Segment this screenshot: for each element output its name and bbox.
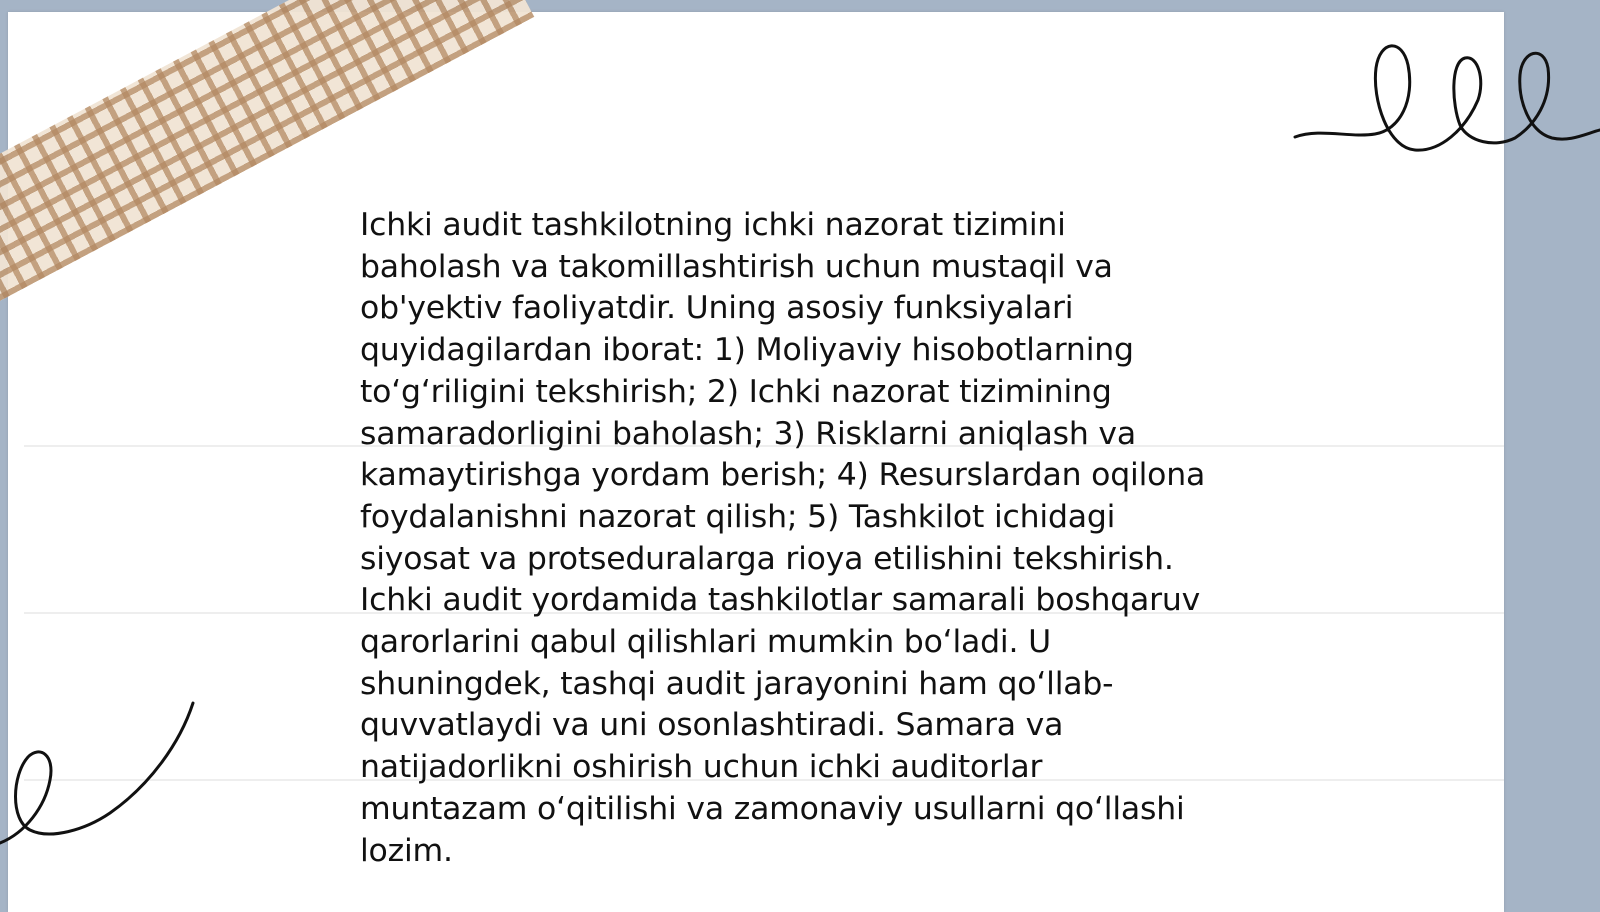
body-paragraph: Ichki audit tashkilotning ichki nazorat tizimini baholash va takomillashtirish uchun mustaqil va ob'yektiv faoliyatdir. Uning asosiy funksiyalari quyidagilardan iborat: 1) Moliyaviy hisobotlarning to‘g‘riligini tekshirish; 2) Ichki nazorat tizimining samaradorligini baholash; 3) Risklarni aniqlash va kamaytirishga yordam berish; 4) Resurslardan oqilona foydalanishni nazorat qilish; 5) Tashkilot ichidagi siyosat va protseduralarga rioya etilishini tekshirish. Ichki audit yordamida tashkilotlar samarali boshqaruv qarorlarini qabul qilishlari mumkin bo‘ladi. U shuningdek, tashqi audit jarayonini ham qo‘llab- quvvatlaydi va uni osonlashtiradi. Samara va natijadorlikni oshirish uchun ichki auditorlar muntazam o‘qitilishi va zamonaviy usullarni qo‘llashi lozim. <box>360 207 1206 869</box>
swirl-scribble-icon <box>0 695 200 855</box>
loop-scribble-icon <box>1290 30 1600 165</box>
